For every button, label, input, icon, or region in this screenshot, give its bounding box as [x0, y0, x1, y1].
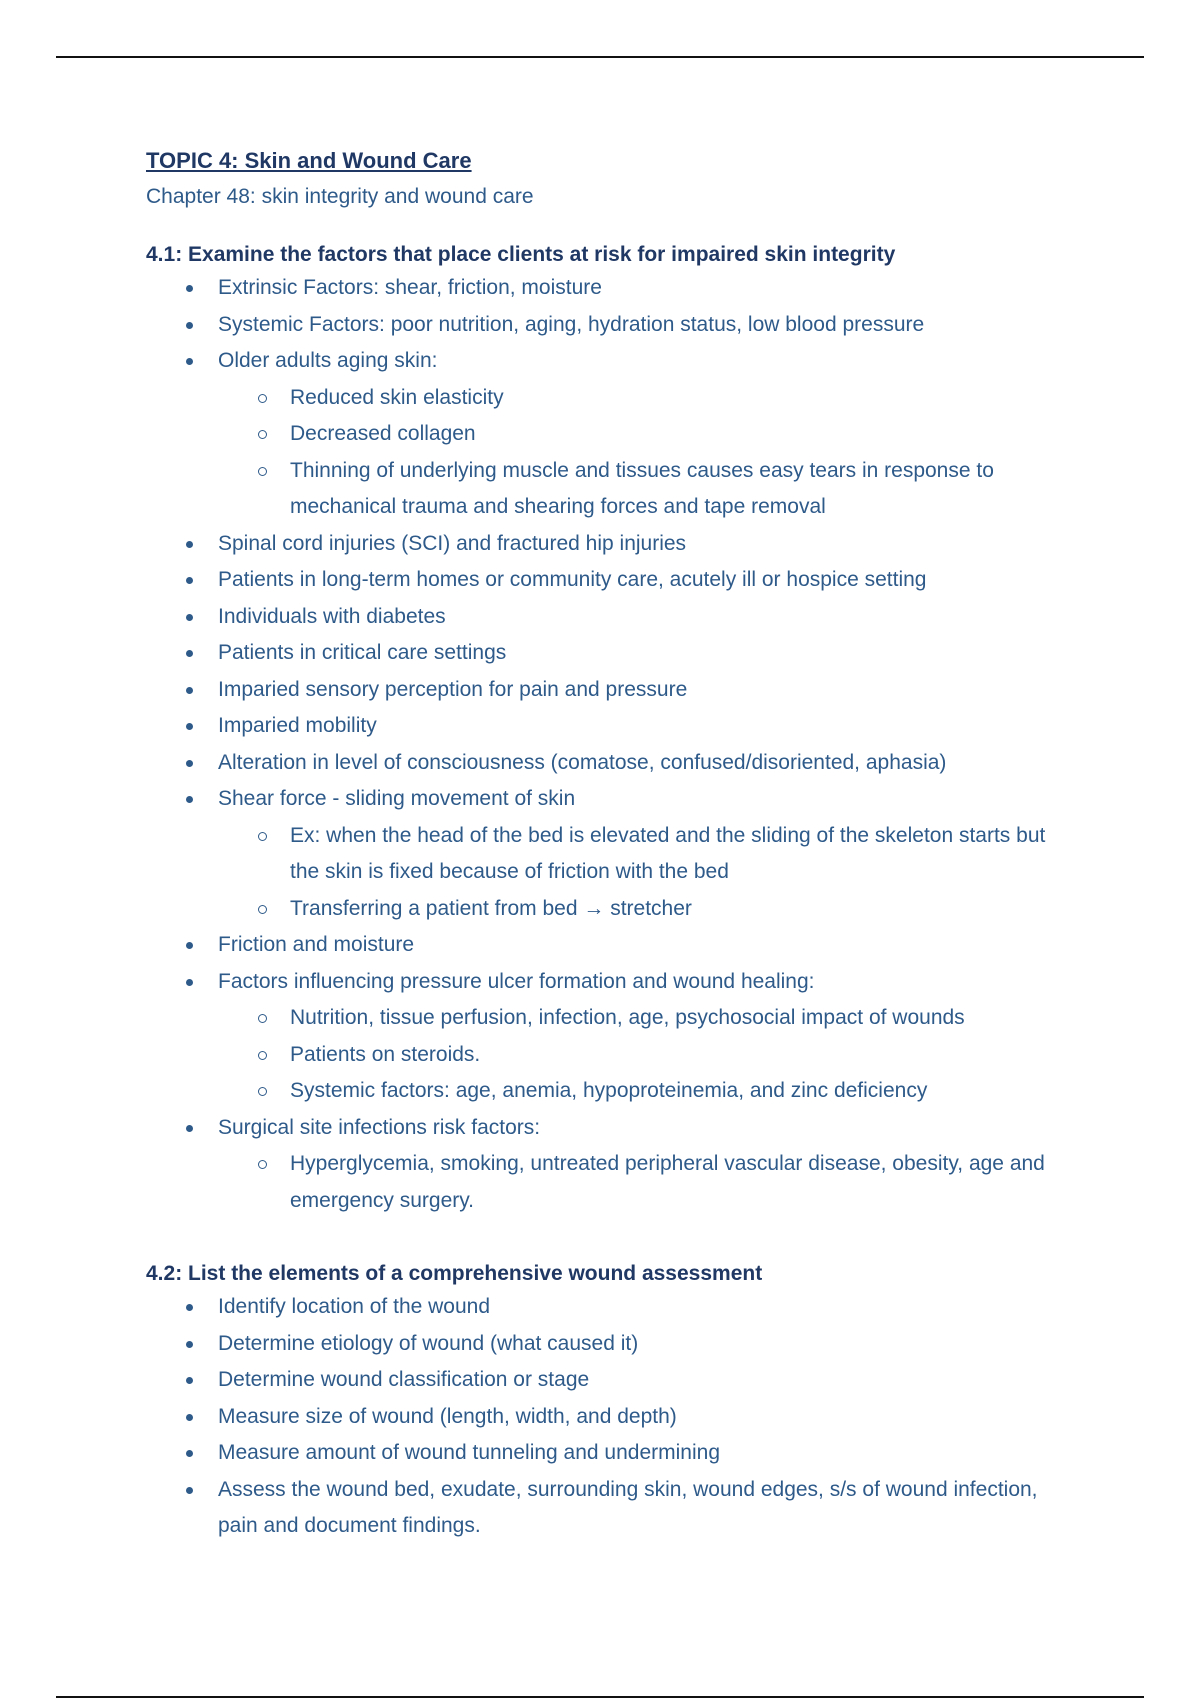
- list-item-text: Shear force - sliding movement of skin: [218, 787, 576, 810]
- sub-list-item: Thinning of underlying muscle and tissues causes easy tears in response to mechanical trauma and shearing forces and tape removal: [218, 453, 1076, 526]
- bottom-rule: [56, 1696, 1144, 1698]
- chapter-subtitle: Chapter 48: skin integrity and wound care: [146, 185, 534, 208]
- sub-list-item: Patients on steroids.: [218, 1037, 1076, 1074]
- list-item: Measure size of wound (length, width, and depth): [146, 1399, 1076, 1436]
- sub-list: [218, 1000, 1076, 1110]
- list-item: [146, 964, 1076, 1001]
- risk-factor-list: [146, 270, 1076, 1219]
- list-item: Identify location of the wound: [146, 1289, 1076, 1326]
- list-item-text: Surgical site infections risk factors:: [218, 1115, 541, 1139]
- list-item: Measure amount of wound tunneling and undermining: [146, 1435, 1076, 1472]
- sub-list-item: Reduced skin elasticity: [218, 380, 1076, 417]
- list-item-text: Factors influencing pressure ulcer formation and wound healing:: [218, 969, 815, 993]
- list-item: Imparied mobility: [146, 708, 1076, 745]
- section-heading: 4.2: List the elements of a comprehensive wound assessment: [146, 1262, 763, 1285]
- list-item: Individuals with diabetes: [146, 599, 1076, 636]
- section-4-2: [146, 1259, 1076, 1545]
- sub-list-container: [146, 380, 1076, 526]
- list-item: Imparied sensory perception for pain and pressure: [146, 672, 1076, 709]
- sub-list: [218, 1146, 1076, 1219]
- sub-list-item: Nutrition, tissue perfusion, infection, age, psychosocial impact of wounds: [218, 1000, 1076, 1037]
- sub-list-item: Hyperglycemia, smoking, untreated peripheral vascular disease, obesity, age and emergency surgery.: [218, 1146, 1076, 1219]
- list-item: Alteration in level of consciousness (comatose, confused/disoriented, aphasia): [146, 745, 1076, 782]
- list-item: Determine etiology of wound (what caused it): [146, 1326, 1076, 1363]
- list-item: [146, 343, 1076, 380]
- list-item: Patients in long-term homes or community care, acutely ill or hospice setting: [146, 562, 1076, 599]
- list-item: Assess the wound bed, exudate, surrounding skin, wound edges, s/s of wound infection, pain and document findings.: [146, 1472, 1076, 1545]
- list-item: [146, 781, 1076, 818]
- sub-list: [218, 380, 1076, 526]
- assessment-list: [146, 1289, 1076, 1545]
- list-item: Systemic Factors: poor nutrition, aging, hydration status, low blood pressure: [146, 307, 1076, 344]
- section-4-1: [146, 240, 1076, 1219]
- list-item: [146, 1110, 1076, 1147]
- sub-list-item: Transferring a patient from bed → stretcher: [218, 891, 1076, 928]
- list-item-text: Older adults aging skin:: [218, 349, 438, 372]
- sub-list-container: [146, 1146, 1076, 1219]
- section-heading: 4.1: Examine the factors that place clients at risk for impaired skin integrity: [146, 243, 896, 266]
- topic-title: TOPIC 4: Skin and Wound Care: [146, 148, 472, 173]
- sub-list-item: Decreased collagen: [218, 416, 1076, 453]
- list-item: Spinal cord injuries (SCI) and fractured hip injuries: [146, 526, 1076, 563]
- sub-list-item: Systemic factors: age, anemia, hypoproteinemia, and zinc deficiency: [218, 1073, 1076, 1110]
- list-item: Determine wound classification or stage: [146, 1362, 1076, 1399]
- sub-list: [218, 818, 1076, 928]
- list-item: Extrinsic Factors: shear, friction, moisture: [146, 270, 1076, 307]
- list-item: Friction and moisture: [146, 927, 1076, 964]
- list-item: Patients in critical care settings: [146, 635, 1076, 672]
- sub-list-container: [146, 1000, 1076, 1110]
- document-body: [146, 146, 1076, 1545]
- sub-list-item: Ex: when the head of the bed is elevated and the sliding of the skeleton starts but the skin is fixed because of friction with the bed: [218, 818, 1076, 891]
- top-rule: [56, 56, 1144, 58]
- sub-list-container: [146, 818, 1076, 928]
